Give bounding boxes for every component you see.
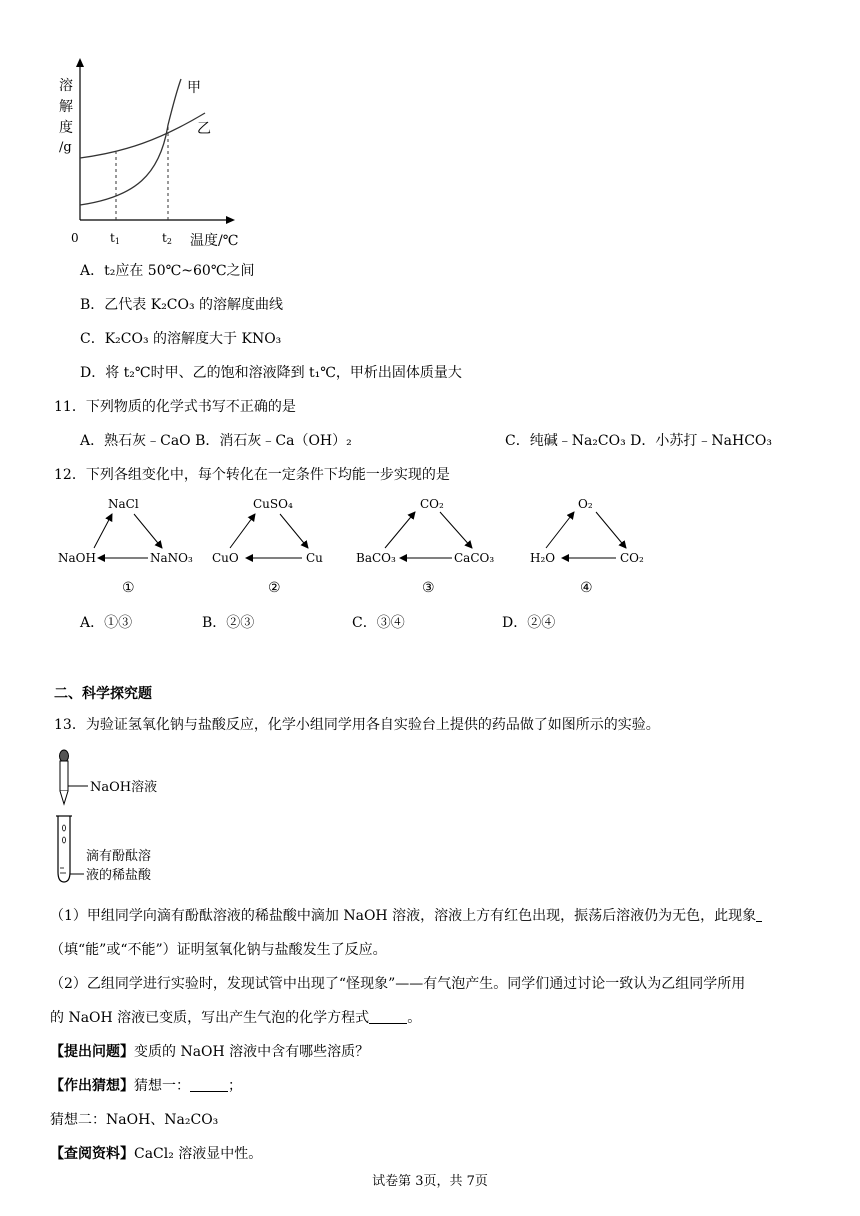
q13-hypothesis-2: 猜想二：NaOH、Na₂CO₃ [50,1112,219,1128]
diagram-2-left: CuO [212,551,239,565]
q10-option-c: C．K₂CO₃ 的溶解度大于 KNO₃ [80,331,282,347]
q13-reference: 【查阅资料】CaCl₂ 溶液显中性。 [50,1146,263,1162]
q13-p1-line1: （1）甲组同学向滴有酚酞溶液的稀盐酸中滴加 NaOH 溶液，溶液上方有红色出现，振荡后溶液仍为无色，此现象 [50,906,762,926]
y-axis-arrow [76,58,84,67]
diagram-1-num: ① [122,580,135,596]
diagram-2-right: Cu [306,551,323,565]
q12-option-d: D．②④ [502,615,556,631]
q12-option-a: A．①③ [80,615,133,631]
page-footer: 试卷第 3页，共 7页 [372,1174,488,1189]
answer-blank-equation[interactable] [369,1009,407,1024]
diagram-1-left: NaOH [58,551,96,565]
curve-jia-label: 甲 [187,80,201,96]
diagram-4-top: O₂ [578,497,593,511]
q13-p2-line2: 的 NaOH 溶液已变质，写出产生气泡的化学方程式 。 [50,1010,422,1026]
x-axis-arrow [226,216,235,224]
t1-label: t1 [110,231,120,246]
q10-option-d: D．将 t₂℃时甲、乙的饱和溶液降到 t₁℃，甲析出固体质量大 [80,365,462,381]
diagram-3 [356,497,494,596]
tube-label-2: 液的稀盐酸 [86,868,152,883]
dropper-tip [60,791,68,804]
curve-yi [80,113,205,158]
t2-label: t2 [162,231,172,246]
diagram-3-right: CaCO₃ [454,551,495,565]
diagram-3-num: ③ [422,580,435,596]
diagram-3-left: BaCO₃ [356,551,396,565]
curve-jia [80,79,181,205]
diagram-3-top: CO₂ [420,497,444,511]
q13-stem: 13．为验证氢氧化钠与盐酸反应，化学小组同学用各自实验台上提供的药品做了如图所示的实验。 [54,717,660,733]
q10-option-b: B．乙代表 K₂CO₃ 的溶解度曲线 [80,297,284,313]
diagram-4 [530,497,644,596]
q13-p2-line1: （2）乙组同学进行实验时，发现试管中出现了“怪现象”——有气泡产生。同学们通过讨论一致认为乙组同学所用 [50,976,746,992]
answer-blank-hypothesis[interactable] [190,1077,228,1092]
test-tube [58,816,70,882]
dropper-body [60,761,68,791]
ylabel-char-4: /g [59,140,72,155]
q12-diagrams [50,490,670,605]
q10-option-a: A．t₂应在 50℃~60℃之间 [80,263,255,279]
q13-question: 【提出问题】变质的 NaOH 溶液中含有哪些溶质？ [50,1044,370,1060]
diagram-4-num: ④ [580,580,593,596]
origin-label: 0 [71,231,79,245]
q11-options-cd: C．纯碱﹣Na₂CO₃ D．小苏打﹣NaHCO₃ [505,433,773,449]
q11-stem: 11．下列物质的化学式书写不正确的是 [54,399,296,415]
q13-p1-line2: （填“能”或“不能”）证明氢氧化钠与盐酸发生了反应。 [50,942,387,958]
diagram-2 [212,497,323,596]
curve-yi-label: 乙 [197,121,211,137]
diagram-1-top: NaCl [108,497,139,511]
diagram-4-right: CO₂ [620,551,644,565]
q12-option-b: B．②③ [202,615,255,631]
tube-label-1: 滴有酚酞溶 [86,849,152,864]
diagram-4-left: H₂O [530,551,556,565]
q13-hypothesis: 【作出猜想】猜想一： ； [50,1078,242,1094]
ylabel-char-1: 溶 [59,78,73,94]
section-heading: 二、科学探究题 [54,686,152,702]
q11-options-ab: A．熟石灰﹣CaO B．消石灰﹣Ca（OH）₂ [80,433,352,449]
diagram-1 [58,497,193,596]
dropper-bulb [60,750,69,762]
dropper-label: NaOH溶液 [90,780,158,795]
ylabel-char-3: 度 [59,120,73,136]
ylabel-char-2: 解 [59,99,73,115]
solubility-graph [55,55,255,255]
xlabel: 温度/℃ [190,233,239,249]
q12-stem: 12．下列各组变化中，每个转化在一定条件下均能一步实现的是 [54,467,450,483]
q12-option-c: C．③④ [352,615,405,631]
diagram-1-right: NaNO₃ [150,551,193,565]
diagram-2-top: CuSO₄ [253,497,293,511]
diagram-2-num: ② [268,580,281,596]
apparatus-figure [52,748,192,888]
